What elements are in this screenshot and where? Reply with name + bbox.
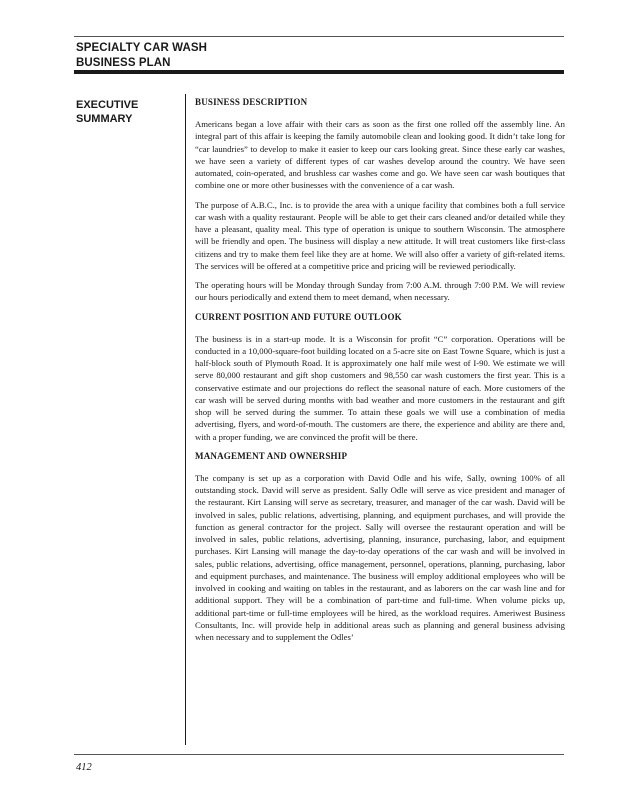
section-label: [76, 98, 138, 126]
paragraph-3: The operating hours will be Monday through Sunday from 7:00 A.M. through 7:00 P.M. We will review our hours periodically and extend them to meet demand, when necessary.: [195, 280, 565, 303]
header-thick-rule: [74, 70, 564, 74]
column-divider: [185, 94, 186, 745]
top-rule: [74, 36, 564, 37]
heading-current-position: CURRENT POSITION AND FUTURE OUTLOOK: [195, 311, 402, 322]
paragraph-1: Americans began a love affair with their cars as soon as the first one rolled off the assembly line. An integral part of this affair is keeping the family automobile clean and looking good. It didn’t take long for “car laundries” to develop to make it easier to keep our cars looking great. Since these early car washes, we have seen a variety of different types of car washes develop around the country. We have seen automated, coin-operated, and brushless car washes come and go. We have seen car wash boutiques that combine one or more other businesses with the convenience of a car wash.: [195, 119, 565, 191]
section-label-line-2: SUMMARY: [76, 113, 133, 125]
paragraph-2: The purpose of A.B.C., Inc. is to provide the area with a unique facility that combines both a full service car wash with a quality restaurant. People will be able to get their cars cleaned and/or detailed while they have a pleasant, quality meal. This type of operation is unique to southern Wisconsin. The atmosphere will be friendly and open. The business will display a new attitude. It will treat customers like first-class citizens and try to make them feel like they are at home. We will also offer a variety of gift-related items. The services will be offered at a competitive price and pricing will be reviewed periodically.: [195, 199, 565, 271]
book-title: [76, 41, 207, 71]
body-content: [195, 96, 565, 650]
section-label-line-1: EXECUTIVE: [76, 99, 139, 111]
paragraph-5: The company is set up as a corporation with David Odle and his wife, Sally, owning 100% of all outstanding stock. David will serve as president. Sally Odle will serve as vice president and manager of the restaurant. Kirt Lansing will serve as secretary, treasurer, and manager of the car wash. David will be involved in sales, public relations, advertising, planning, and equipment purchases, and will provide the function as general contractor for the project. Sally will oversee the restaurant operation and will be involved in sales, public relations, advertising, planning, insurance, purchasing, labor, and equipment purchases. Kirt Lansing will manage the day-to-day operations of the car wash and will be involved in sales, public relations, advertising, office management, personnel, operations, planning, purchasing, labor and equipment purchases, and maintenance. The business will employ additional employees who will be involved in cooking and waiting on tables in the restaurant, and as laborers on the car wash line and for additional support. They will be a combination of part-time and full-time. When volume picks up, additional part-time or full-time employees will be hired, as the workload requires. Ameriwest Business Consultants, Inc. will provide help in additional areas such as planning and general business advising when necessary and to supplement the Odles’: [195, 472, 565, 642]
paragraph-4: The business is in a start-up mode. It is a Wisconsin for profit “C” corporation. Operations will be conducted in a 10,000-square-foot building located on a 5-acre site on East Towne Square, which is just a half-block south of Plymouth Road. It is approximately one half mile west of I-90. We estimate we will serve 80,000 restaurant and gift shop customers and 98,550 car wash customers the first year. This is a conservative estimate and our projections do reflect the seasonal nature of each. More customers of the car wash will be served during months with bad weather and more customers in the restaurant and gift shop will be served during the summer. To attain these goals we will use a combination of media advertising, flyers, and word-of-mouth. The customers are there, the experience and ability are there and, with a proper funding, we are convinced the profit will be there.: [195, 333, 565, 442]
page-number: 412: [76, 762, 92, 773]
heading-business-description: BUSINESS DESCRIPTION: [195, 97, 308, 107]
book-title-line-1: SPECIALTY CAR WASH: [76, 42, 208, 54]
heading-management: MANAGEMENT AND OWNERSHIP: [195, 450, 348, 461]
bottom-rule: [74, 754, 564, 755]
book-title-line-2: BUSINESS PLAN: [76, 57, 171, 69]
